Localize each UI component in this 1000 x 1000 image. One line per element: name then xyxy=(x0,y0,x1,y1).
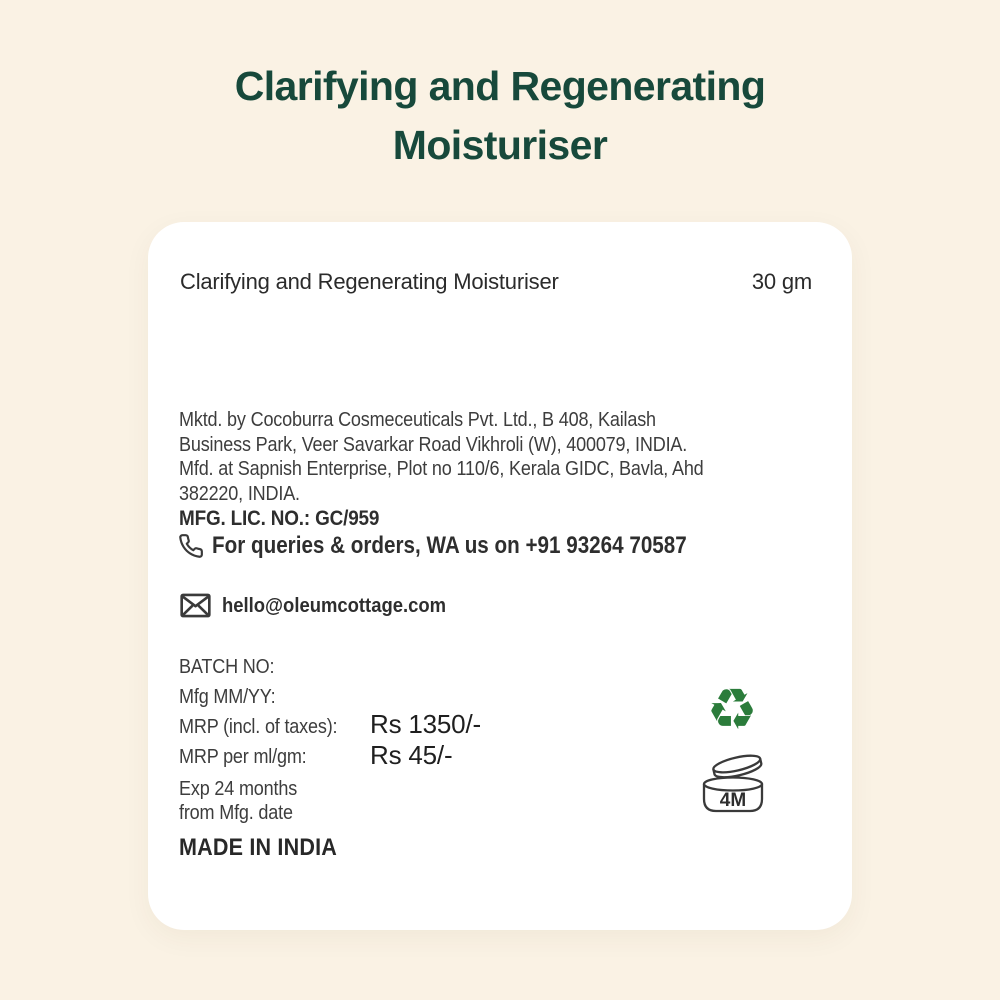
pao-duration-label: 4M xyxy=(719,790,747,811)
address-line: Mfd. at Sapnish Enterprise, Plot no 110/6, Kerala GIDC, Bavla, Ahd xyxy=(179,457,704,481)
label-card-header xyxy=(180,269,812,295)
mfg-licence-number: MFG. LIC. NO.: GC/959 xyxy=(179,506,380,530)
made-in-india-text: MADE IN INDIA xyxy=(179,834,338,861)
phone-contact-text: For queries & orders, WA us on +91 93264 70587 xyxy=(212,532,687,559)
net-quantity: 30 gm xyxy=(751,269,812,294)
product-name: Clarifying and Regenerating Moisturiser xyxy=(180,269,559,294)
envelope-icon xyxy=(179,593,212,618)
email-contact-row xyxy=(179,593,471,618)
period-after-opening-jar-icon xyxy=(699,752,767,816)
mrp-label: MRP (incl. of taxes): xyxy=(179,715,338,738)
address-line: Business Park, Veer Savarkar Road Vikhroli (W), 400079, INDIA. xyxy=(179,432,688,456)
page-title xyxy=(0,57,1000,175)
expiry-line: Exp 24 months xyxy=(179,777,298,800)
address-line: 382220, INDIA. xyxy=(179,481,300,505)
phone-contact-row xyxy=(178,532,764,560)
label-card xyxy=(148,222,852,930)
mrp-per-unit-label: MRP per ml/gm: xyxy=(179,745,307,768)
page-title-line-2: Moisturiser xyxy=(392,122,608,168)
recycling-icon: ♻ xyxy=(706,677,758,743)
mrp-per-unit-value: Rs 45/- xyxy=(370,739,453,770)
batch-number-label: BATCH NO: xyxy=(179,655,275,678)
page-title-line-1: Clarifying and Regenerating xyxy=(234,63,766,109)
phone-outline-icon xyxy=(178,533,204,559)
mrp-value: Rs 1350/- xyxy=(370,709,481,739)
expiry-note xyxy=(179,777,297,825)
expiry-line: from Mfg. date xyxy=(179,801,293,824)
manufacturer-address xyxy=(179,408,704,506)
email-address: hello@oleumcottage.com xyxy=(222,593,447,617)
price-values xyxy=(370,709,481,770)
address-line: Mktd. by Cocoburra Cosmeceuticals Pvt. Ltd., B 408, Kailash xyxy=(179,408,656,431)
spec-labels xyxy=(179,652,337,772)
mfg-date-label: Mfg MM/YY: xyxy=(179,685,276,708)
